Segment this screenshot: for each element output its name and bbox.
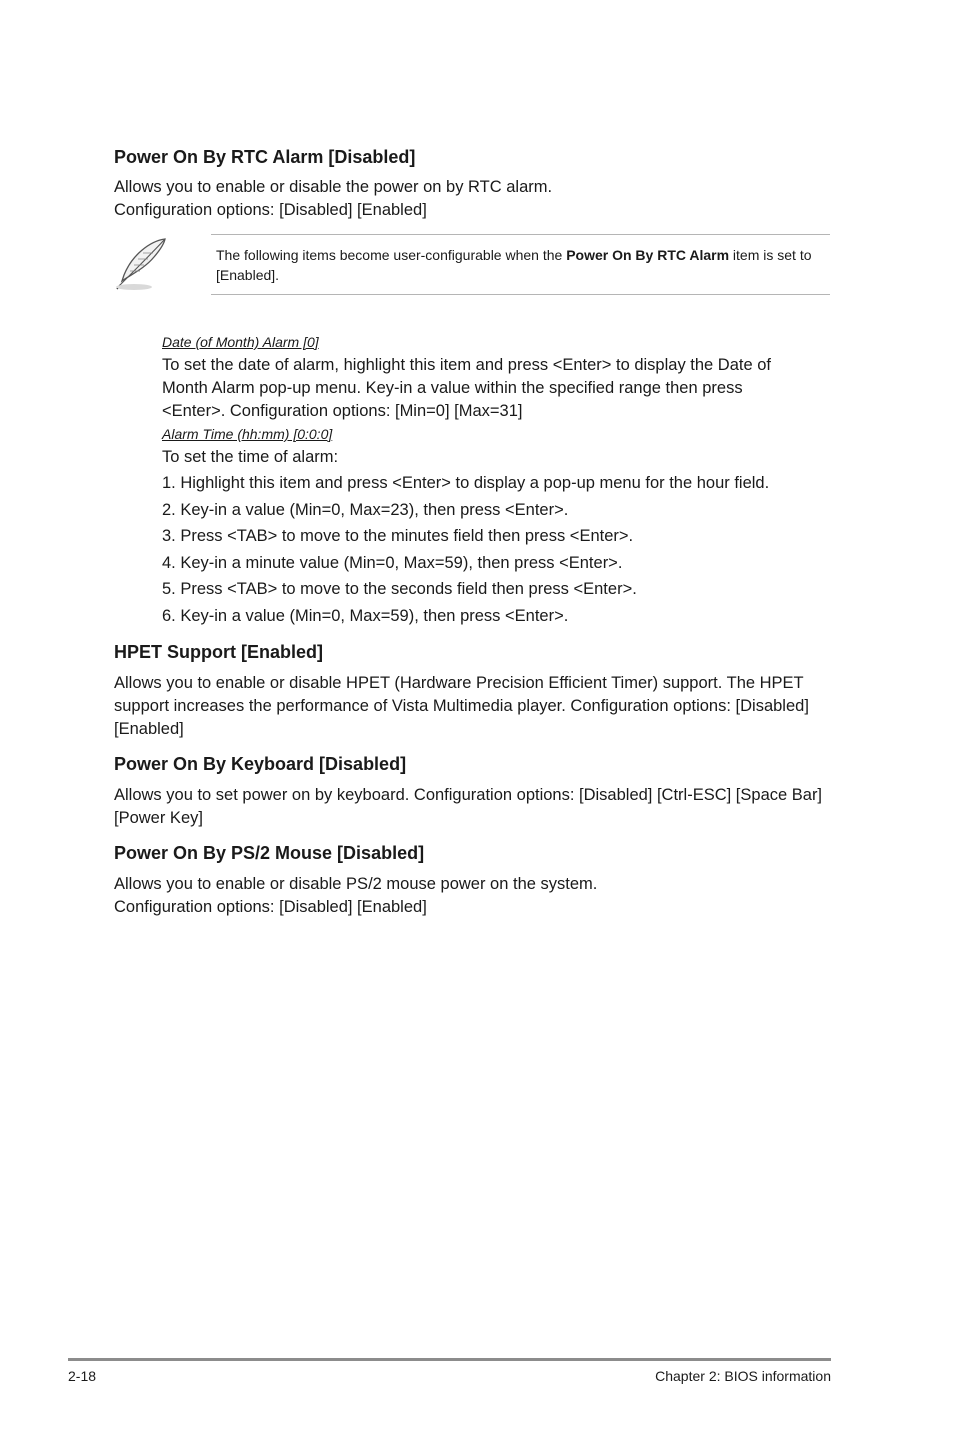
section-title-keyboard: Power On By Keyboard [Disabled] <box>114 754 407 774</box>
feather-pen-icon <box>110 235 170 291</box>
rtc-description-line1: Allows you to enable or disable the power on by RTC alarm. <box>114 178 553 196</box>
page-number: 2-18 <box>68 1368 97 1384</box>
date-alarm-label: Date (of Month) Alarm [0] <box>162 334 319 350</box>
hpet-description: Allows you to enable or disable HPET (Hardware Precision Efficient Timer) support. The HPET support increases the performance of Vista Multimedia player. Configuration options: [Disabled] [Enabled] <box>114 674 809 738</box>
ps2-mouse-options: Configuration options: [Disabled] [Enabled] <box>114 898 427 916</box>
ps2-mouse-description-line1: Allows you to enable or disable PS/2 mouse power on the system. <box>114 875 598 893</box>
note-bottom-rule <box>211 294 830 295</box>
note-text: The following items become user-configurable when the Power On By RTC Alarm item is set to [Enabled]. <box>216 247 812 283</box>
alarm-time-label: Alarm Time (hh:mm) [0:0:0] <box>162 426 333 442</box>
list-item: 4. Key-in a minute value (Min=0, Max=59), then press <Enter>. <box>162 553 623 572</box>
chapter-title: Chapter 2: BIOS information <box>655 1368 831 1384</box>
note-top-rule <box>211 234 830 235</box>
section-title-hpet: HPET Support [Enabled] <box>114 642 323 662</box>
note-bold-item: Power On By RTC Alarm <box>566 247 730 263</box>
list-item: 2. Key-in a value (Min=0, Max=23), then press <Enter>. <box>162 500 569 519</box>
rtc-description <box>114 176 830 222</box>
list-item: 1. Highlight this item and press <Enter> to display a pop-up menu for the hour field. <box>162 474 770 492</box>
alarm-time-steps <box>162 472 769 631</box>
list-item: 3. Press <TAB> to move to the minutes field then press <Enter>. <box>162 527 634 545</box>
list-item: 6. Key-in a value (Min=0, Max=59), then press <Enter>. <box>162 606 569 625</box>
section-title-rtc-alarm: Power On By RTC Alarm [Disabled] <box>114 147 416 167</box>
section-title-ps2-mouse: Power On By PS/2 Mouse [Disabled] <box>114 843 425 863</box>
ps2-mouse-description <box>114 873 830 919</box>
alarm-time-intro: To set the time of alarm: <box>162 448 339 466</box>
rtc-options: Configuration options: [Disabled] [Enabled] <box>114 201 427 219</box>
keyboard-description: Allows you to set power on by keyboard. Configuration options: [Disabled] [Ctrl-ESC] [Space Bar] [Power Key] <box>114 786 823 827</box>
footer-rule <box>68 1358 831 1361</box>
date-alarm-description: To set the date of alarm, highlight this item and press <Enter> to display the Date of Month Alarm pop-up menu. Key-in a value within the specified range then press <Enter>. Configuration options: [Min=0] [Max=31] <box>162 356 772 420</box>
list-item: 5. Press <TAB> to move to the seconds field then press <Enter>. <box>162 580 637 598</box>
